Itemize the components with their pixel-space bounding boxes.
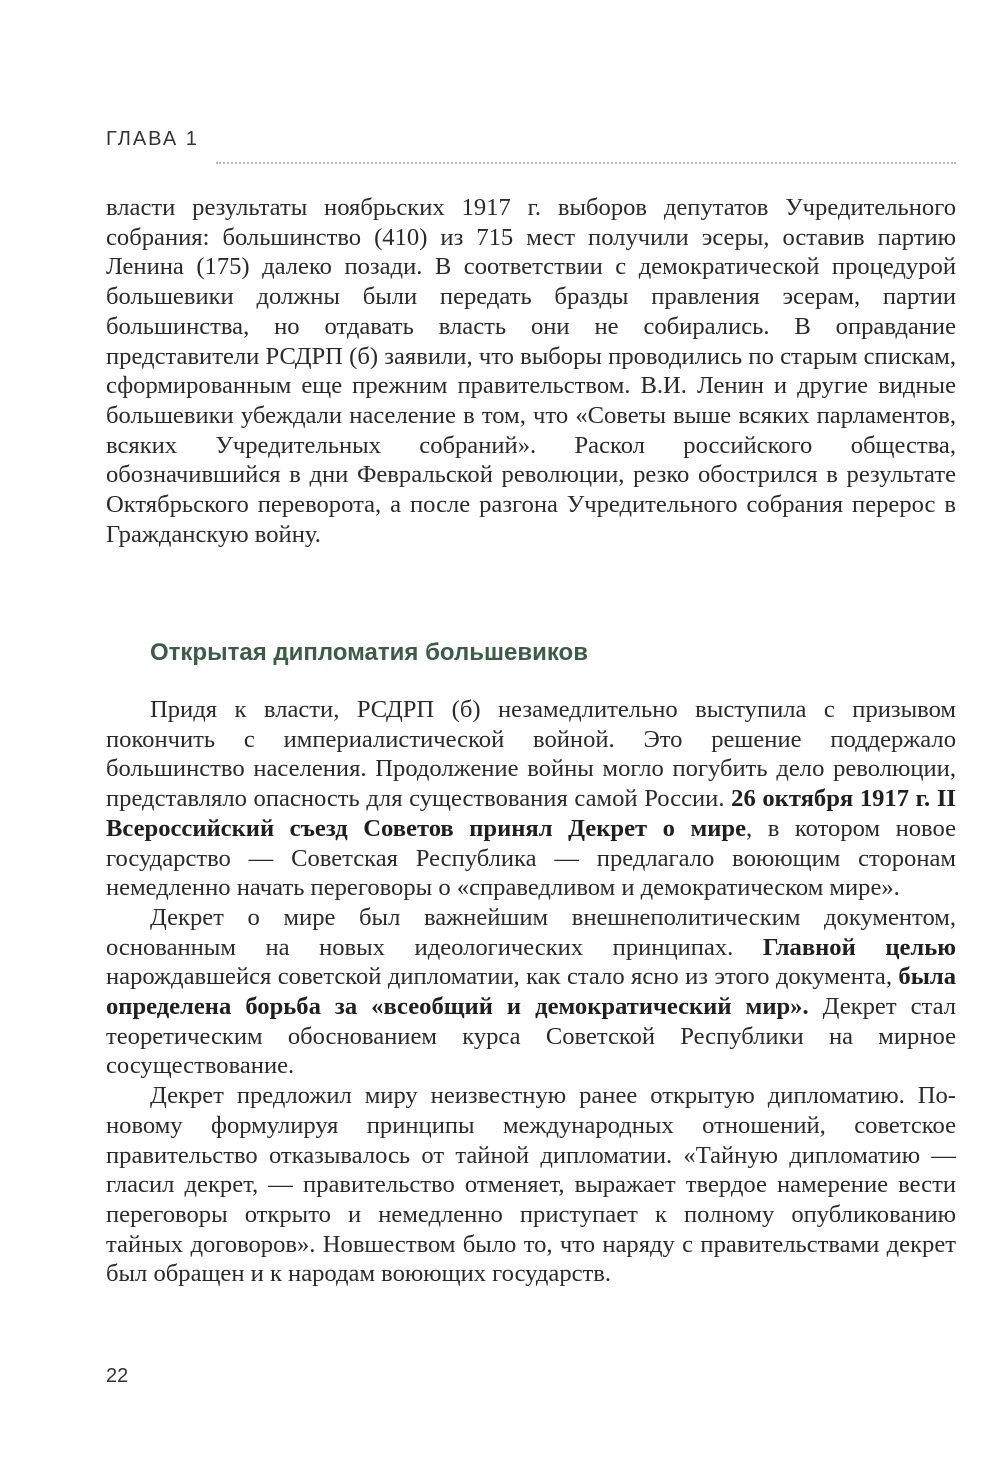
running-header: [106, 128, 956, 168]
continued-paragraph: [106, 193, 956, 549]
paragraph-1-bold: 26 октября 1917 г. II Всероссийский съезд Советов принял Декрет о мире: [106, 785, 956, 842]
chapter-label: ГЛАВА 1: [106, 128, 199, 150]
section-heading: Открытая дипломатия большевиков: [150, 639, 588, 666]
header-dotted-rule: [216, 162, 956, 164]
paragraph-1-text-b: , в котором новое государство — Советская Республика — предлагало воюющим сторонам немедленно начать переговоры о «справедливом и демократическом мире».: [106, 814, 956, 902]
section-body: [106, 695, 956, 1289]
paragraph-2-bold-2: была определена борьба за «всеобщий и демократический мир».: [106, 963, 956, 1021]
paragraph-2-bold-1: Главной целью: [762, 933, 956, 961]
paragraph-2-text-c: Декрет стал теоретическим обоснованием курса Советской Республики на мирное сосуществование.: [106, 993, 956, 1080]
page-number: 22: [106, 1365, 129, 1387]
paragraph-2: [106, 903, 956, 1081]
paragraph-2-text-b: нарождавшейся советской дипломатии, как стало ясно из этого документа,: [106, 963, 899, 991]
paragraph-1: [106, 695, 956, 903]
paragraph-3: Декрет предложил миру неизвестную ранее открытую дипломатию. По-новому формулируя принципы международных отношений, советское правительство отказывалось от тайной дипломатии. «Тайную дипломатию — гласил декрет, — правительство отменяет, выражает твердое намерение вести переговоры открыто и немедленно приступает к полному опубликованию тайных договоров». Новшеством было то, что наряду с правительствами декрет был обращен и к народам воюющих государств.: [106, 1082, 956, 1288]
paragraph-1-text-a: Придя к власти, РСДРП (б) незамедлительно выступила с призывом покончить с империалистической войной. Это решение поддержало большинство населения. Продолжение войны могло погубить дело революции, представляло опасность для существования самой России.: [106, 696, 956, 813]
paragraph-2-text-a: Декрет о мире был важнейшим внешнеполитическим документом, основанным на новых идеологических принципах.: [106, 903, 956, 961]
paragraph-continued-text: власти результаты ноябрьских 1917 г. выборов депутатов Учредительного собрания: большинство (410) из 715 мест получили эсеры, оставив партию Ленина (175) далеко позади. В соответствии с демократической процедурой большевики должны были передать бразды правления эсерам, партии большинства, но отдавать власть они не собирались. В оправдание представители РСДРП (б) заявили, что выборы проводились по старым спискам, сформированным еще прежним правительством. В.И. Ленин и другие видные большевики убеждали население в том, что «Советы выше всяких парламентов, всяких Учредительных собраний». Раскол российского общества, обозначившийся в дни Февральской революции, резко обострился в результате Октябрьского переворота, а после разгона Учредительного собрания перерос в Гражданскую войну.: [106, 194, 956, 548]
